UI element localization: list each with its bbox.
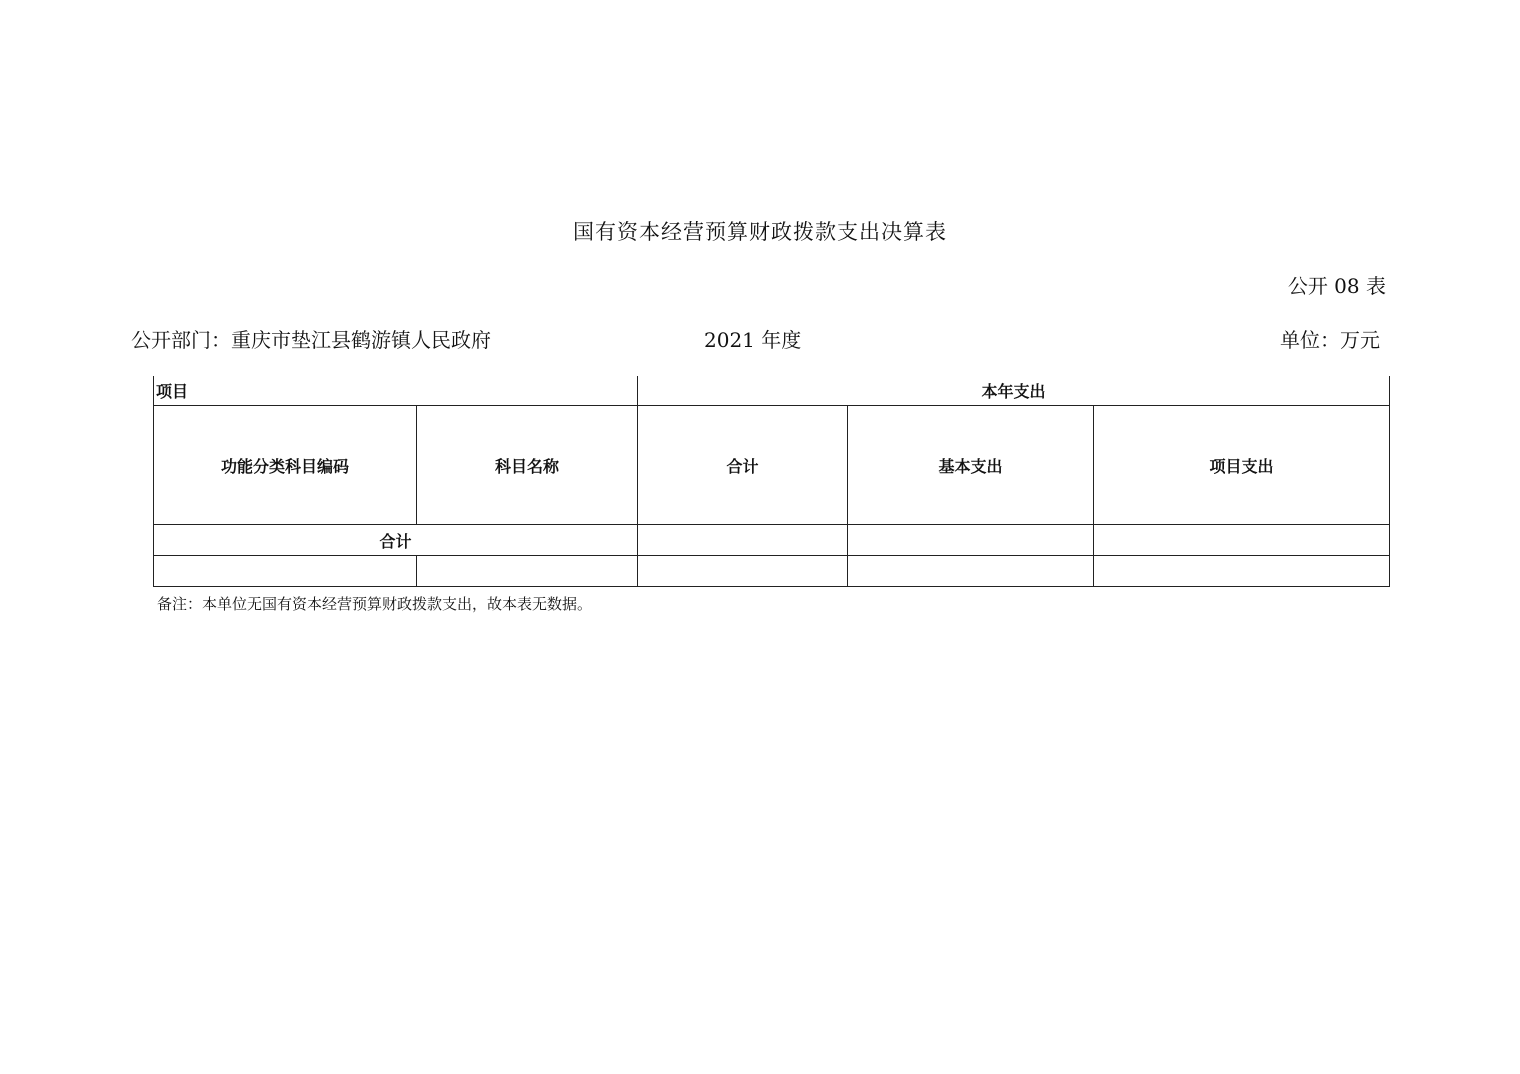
column-header-row [154, 406, 1390, 525]
total-row-total [638, 525, 848, 556]
blank-cell [638, 556, 848, 587]
expense-table [153, 376, 1390, 587]
group-header-row [154, 376, 1390, 406]
department-label: 公开部门：重庆市垫江县鹤游镇人民政府 [131, 328, 491, 352]
header-current-year-expense: 本年支出 [638, 376, 1390, 406]
table-row [154, 556, 1390, 587]
total-row-label: 合计 [154, 525, 638, 556]
col-header-subject-name: 科目名称 [417, 406, 638, 525]
total-row-basic [848, 525, 1094, 556]
total-row [154, 525, 1390, 556]
col-header-project-expense: 项目支出 [1094, 406, 1390, 525]
col-header-total: 合计 [638, 406, 848, 525]
blank-cell [848, 556, 1094, 587]
table-code: 公开 08 表 [1287, 274, 1386, 298]
blank-cell [417, 556, 638, 587]
blank-cell [1094, 556, 1390, 587]
col-header-function-code: 功能分类科目编码 [154, 406, 417, 525]
unit-label: 单位：万元 [1280, 328, 1380, 352]
header-item: 项目 [154, 376, 638, 406]
total-row-project [1094, 525, 1390, 556]
year-label: 2021 年度 [704, 328, 802, 352]
blank-cell [154, 556, 417, 587]
footnote: 备注：本单位无国有资本经营预算财政拨款支出，故本表无数据。 [157, 595, 593, 613]
document-title: 国有资本经营预算财政拨款支出决算表 [573, 220, 947, 244]
col-header-basic-expense: 基本支出 [848, 406, 1094, 525]
